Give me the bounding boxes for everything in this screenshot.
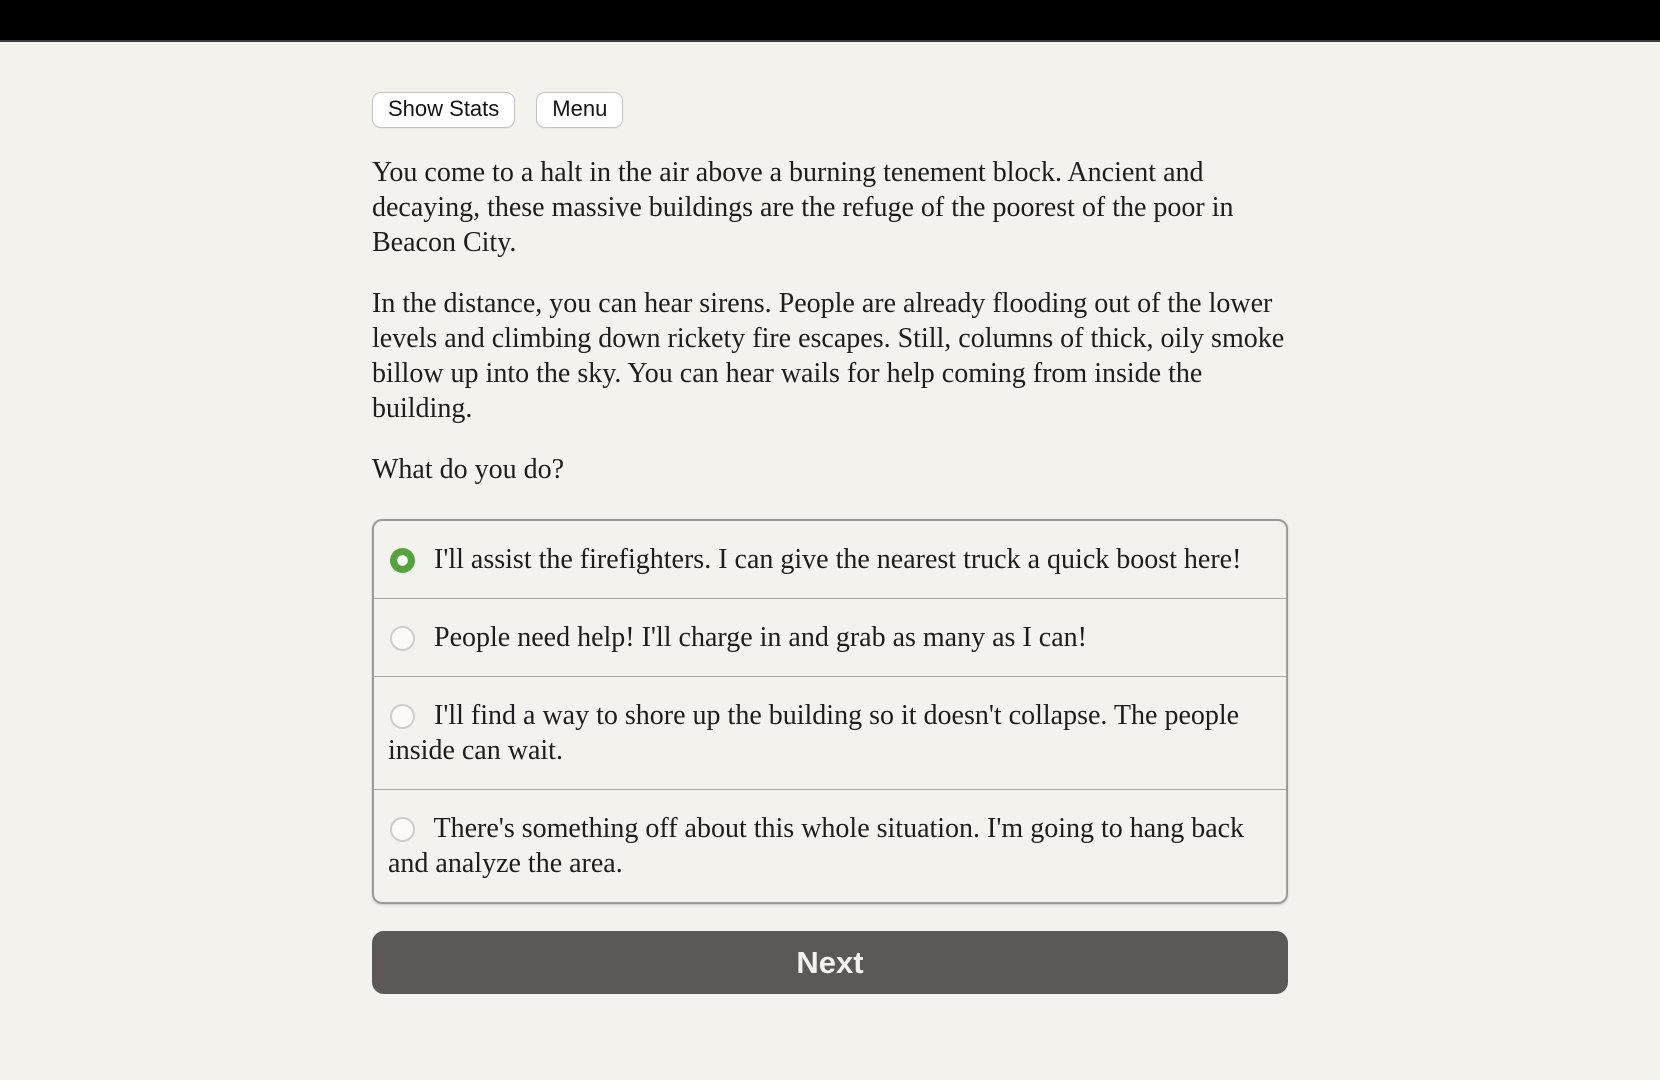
- show-stats-button[interactable]: Show Stats: [372, 92, 515, 128]
- top-bar: [0, 0, 1660, 42]
- story-paragraph: In the distance, you can hear sirens. People are already flooding out of the lower levels and climbing down rickety fire escapes. Still, columns of thick, oily smoke billow up into the sky. You can hear wails for help coming from inside the building.: [372, 288, 1285, 424]
- next-button[interactable]: Next: [372, 931, 1288, 994]
- choice-row[interactable]: [374, 521, 1286, 598]
- choice-row[interactable]: [374, 789, 1286, 902]
- choice-label: I'll assist the firefighters. I can give the nearest truck a quick boost here!: [434, 544, 1242, 575]
- story-prompt: What do you do?: [372, 454, 565, 485]
- choice-row[interactable]: [374, 598, 1286, 676]
- choice-radio-3[interactable]: [390, 817, 415, 842]
- choice-radio-2[interactable]: [390, 704, 415, 729]
- choice-row[interactable]: [374, 676, 1286, 789]
- game-content: [372, 42, 1288, 994]
- choice-label: I'll find a way to shore up the building so it doesn't collapse. The people inside can wait.: [388, 700, 1240, 766]
- choice-radio-1[interactable]: [390, 626, 415, 651]
- story-paragraph: You come to a halt in the air above a burning tenement block. Ancient and decaying, these massive buildings are the refuge of the poorest of the poor in Beacon City.: [372, 157, 1234, 258]
- choice-radio-0[interactable]: [390, 548, 415, 573]
- menu-button[interactable]: Menu: [536, 92, 623, 128]
- toolbar: [372, 92, 1288, 128]
- choice-label: There's something off about this whole situation. I'm going to hang back and analyze the area.: [388, 813, 1245, 879]
- choices-group: [372, 519, 1288, 904]
- story-text: [372, 155, 1288, 487]
- choice-label: People need help! I'll charge in and grab as many as I can!: [434, 622, 1087, 653]
